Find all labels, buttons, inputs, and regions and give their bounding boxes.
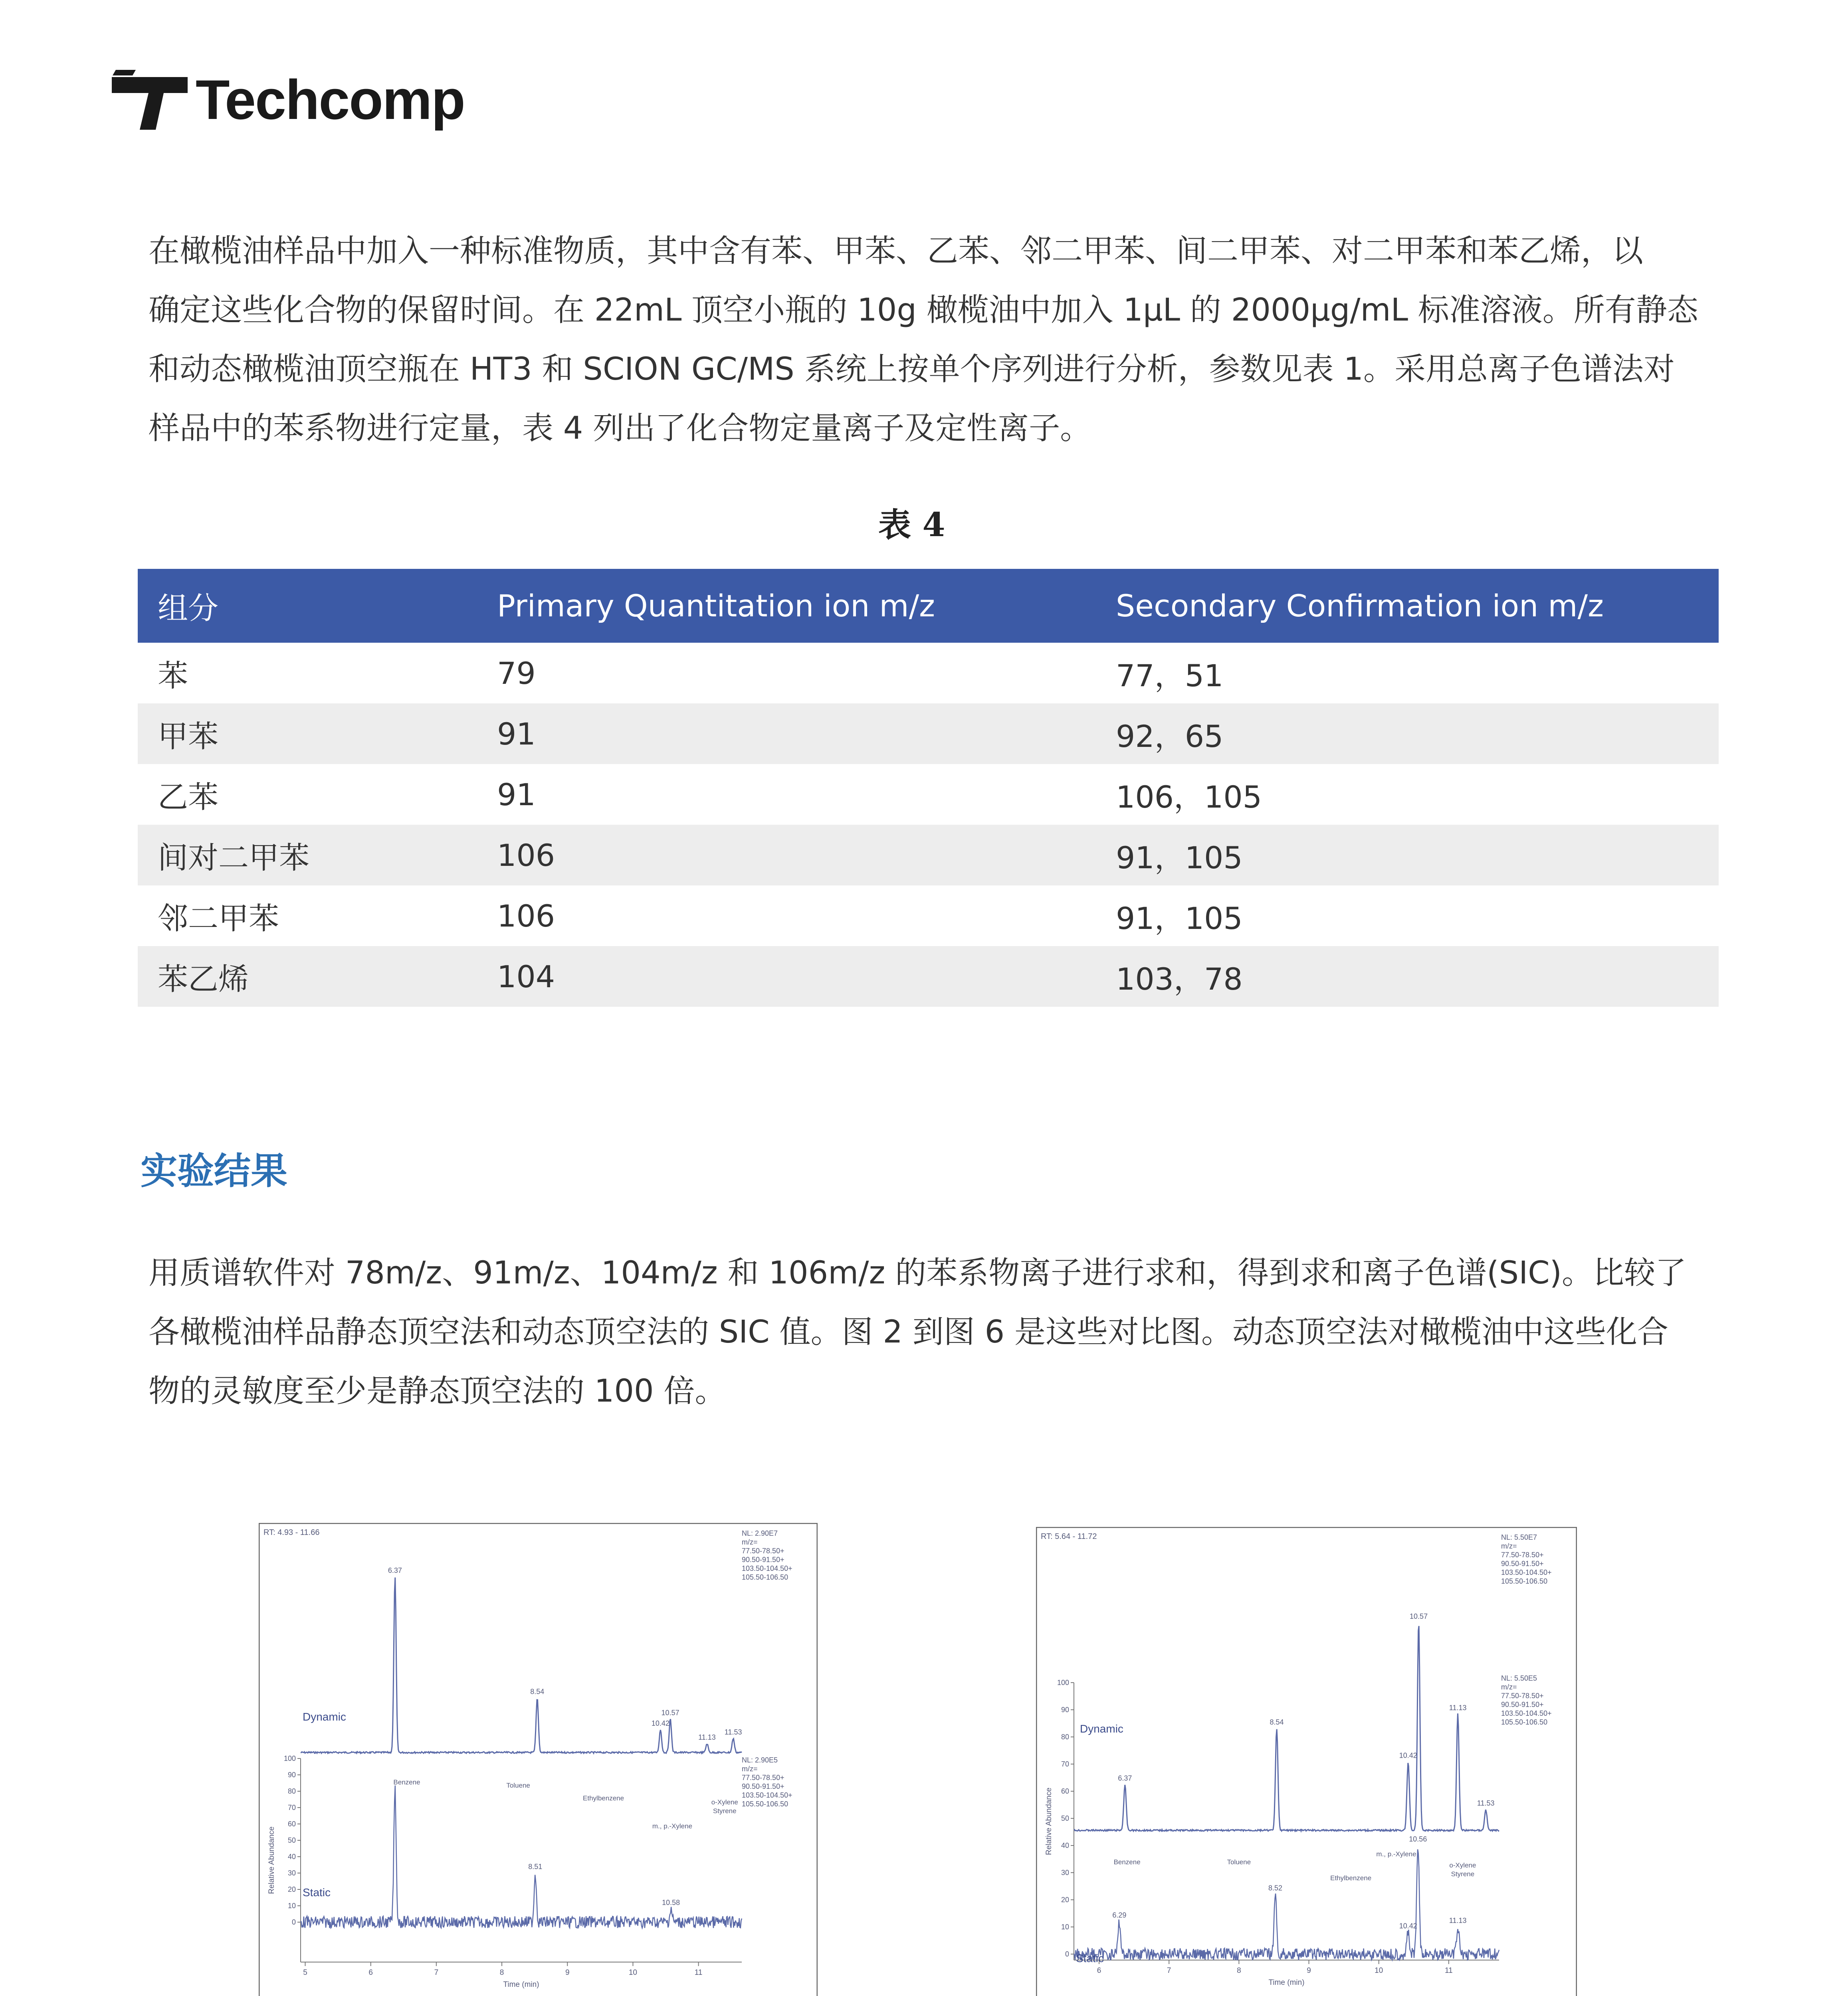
x-tick-label: 5 [303, 1968, 307, 1977]
nl-label-dynamic: 105.50-106.50 [1501, 1577, 1548, 1585]
x-tick-label: 8 [1237, 1966, 1241, 1975]
nl-label-static: 105.50-106.50 [742, 1800, 788, 1808]
y-tick-label: 80 [1061, 1733, 1069, 1741]
figure-3-chromatogram [1036, 1527, 1577, 1996]
y-tick-label: 90 [287, 1771, 296, 1779]
y-tick-label: 40 [1061, 1842, 1069, 1849]
x-axis-label: Time (min) [1268, 1978, 1305, 1987]
peak-label: 10.57 [661, 1709, 679, 1717]
table-cell: 104 [477, 946, 1096, 1007]
figure-2-svg [259, 1523, 818, 1996]
y-tick-label: 70 [287, 1804, 296, 1812]
y-tick-label: 30 [287, 1869, 296, 1877]
table-cell: 103，78 [1096, 946, 1719, 1007]
y-tick-label: 90 [1061, 1706, 1069, 1714]
y-tick-label: 60 [1061, 1787, 1069, 1795]
x-tick-label: 6 [1097, 1966, 1101, 1975]
table-cell: 77，51 [1116, 657, 1224, 693]
x-tick-label: 9 [1307, 1966, 1311, 1975]
chart-frame [1036, 1527, 1577, 1996]
y-tick-label: 80 [287, 1787, 296, 1795]
peak-label: 10.58 [662, 1899, 680, 1907]
table-cell: 间对二甲苯 [138, 825, 477, 885]
peak-label: 10.42 [1399, 1751, 1417, 1760]
figure-3-svg [1036, 1527, 1577, 1996]
nl-label-static: m/z= [742, 1765, 758, 1773]
peak-label: 10.56 [1409, 1835, 1427, 1843]
table-caption: 表 4 [878, 506, 945, 544]
table-cell: 甲苯 [138, 703, 477, 764]
peak-label: 10.57 [1410, 1612, 1428, 1620]
x-tick-label: 11 [694, 1968, 703, 1977]
peak-label: 11.53 [724, 1728, 742, 1736]
peak-label: 6.29 [1112, 1911, 1127, 1919]
compound-label: o-Xylene [711, 1798, 738, 1806]
intro-paragraph [149, 222, 1717, 458]
compound-label: Benzene [393, 1778, 420, 1786]
compound-label: o-Xylene [1449, 1861, 1476, 1869]
table-cell: 92，65 [1096, 703, 1719, 764]
table-cell: 91 [477, 703, 1096, 764]
peak-label: 8.54 [1270, 1718, 1284, 1727]
nl-label-static: 90.50-91.50+ [742, 1782, 784, 1790]
rt-range-label: RT: 4.93 - 11.66 [263, 1528, 320, 1537]
table-cell: 91，105 [1116, 900, 1243, 936]
table-cell: 91，105 [1096, 825, 1719, 885]
techcomp-logo-icon [112, 70, 188, 130]
peak-label: 10.42 [1399, 1922, 1417, 1930]
table-cell: 106 [497, 898, 555, 934]
nl-label-static: 90.50-91.50+ [1501, 1701, 1544, 1709]
results-line: 物的灵敏度至少是静态顶空法的 100 倍。 [149, 1373, 726, 1409]
nl-label-static: NL: 5.50E5 [1501, 1674, 1537, 1682]
peak-label: 8.54 [530, 1687, 545, 1696]
table-cell: 79 [497, 655, 536, 691]
y-tick-label: 60 [287, 1820, 296, 1828]
y-axis-label: Relative Abundance [267, 1826, 276, 1894]
header-primary-ion: Primary Quantitation ion m/z [477, 569, 1096, 643]
results-paragraph [149, 1244, 1717, 1421]
nl-label-dynamic: m/z= [1501, 1542, 1517, 1550]
nl-label-dynamic: m/z= [742, 1538, 758, 1546]
compound-label: Styrene [713, 1807, 737, 1815]
logo-text: Techcomp [196, 68, 465, 131]
table-cell: 苯 [158, 657, 188, 693]
nl-label-static: m/z= [1501, 1683, 1517, 1691]
table-row [138, 946, 1719, 1007]
compound-label: m., p.-Xylene [652, 1822, 693, 1830]
x-tick-label: 7 [434, 1968, 439, 1977]
series-label-dynamic: Dynamic [1080, 1723, 1123, 1735]
nl-label-dynamic: 103.50-104.50+ [1501, 1568, 1552, 1576]
peak-label: 6.37 [388, 1566, 402, 1574]
peak-label: 11.13 [1449, 1917, 1467, 1925]
ion-table [138, 569, 1719, 1007]
compound-label: Ethylbenzene [583, 1794, 624, 1802]
y-tick-label: 10 [287, 1902, 296, 1910]
compound-label: m., p.-Xylene [1376, 1850, 1416, 1858]
peak-label: 8.52 [1268, 1884, 1282, 1892]
compound-label: Toluene [506, 1782, 530, 1789]
x-tick-label: 11 [1445, 1966, 1453, 1975]
table-cell: 106，105 [1116, 779, 1262, 815]
peak-label: 11.13 [1449, 1703, 1467, 1712]
nl-label-dynamic: NL: 2.90E7 [742, 1529, 778, 1537]
table-row [138, 643, 1719, 703]
compound-label: Benzene [1113, 1858, 1141, 1866]
table-cell: 乙苯 [158, 779, 218, 815]
table-cell: 91 [497, 776, 536, 812]
y-tick-label: 20 [1061, 1896, 1069, 1904]
series-label-static: Static [1076, 1952, 1104, 1964]
y-tick-label: 0 [1065, 1950, 1069, 1958]
y-tick-label: 50 [287, 1836, 296, 1844]
y-tick-label: 20 [287, 1885, 296, 1893]
table-cell: 106 [477, 825, 1096, 885]
table-row [138, 703, 1719, 764]
series-label-static: Static [303, 1886, 331, 1899]
table-header-row [138, 569, 1719, 643]
header-secondary-ion: Secondary Confirmation ion m/z [1096, 569, 1719, 643]
intro-line: 和动态橄榄油顶空瓶在 HT3 和 SCION GC/MS 系统上按单个序列进行分析，参数见表 1。采用总离子色谱法对 [149, 351, 1675, 387]
x-axis-label: Time (min) [503, 1980, 539, 1989]
intro-line: 样品中的苯系物进行定量，表 4 列出了化合物定量离子及定性离子。 [149, 410, 1091, 446]
peak-label: 11.53 [1477, 1799, 1495, 1807]
techcomp-logo [112, 68, 465, 132]
y-tick-label: 10 [1061, 1923, 1069, 1931]
y-tick-label: 50 [1061, 1814, 1069, 1822]
nl-label-static: 103.50-104.50+ [742, 1791, 792, 1799]
nl-label-dynamic: 105.50-106.50 [742, 1573, 788, 1581]
nl-label-dynamic: 90.50-91.50+ [742, 1556, 784, 1564]
figure-2-chromatogram [259, 1523, 818, 1996]
nl-label-static: NL: 2.90E5 [742, 1756, 778, 1764]
section-title-results: 实验结果 [141, 1150, 288, 1192]
y-tick-label: 40 [287, 1853, 296, 1861]
table-row [138, 885, 1719, 946]
y-tick-label: 70 [1061, 1760, 1069, 1768]
x-tick-label: 10 [1375, 1966, 1383, 1975]
peak-label: 10.42 [651, 1719, 669, 1727]
series-label-dynamic: Dynamic [303, 1711, 346, 1723]
table-row [138, 764, 1719, 825]
nl-label-static: 103.50-104.50+ [1501, 1709, 1552, 1717]
nl-label-dynamic: 77.50-78.50+ [1501, 1551, 1544, 1559]
peak-label: 11.13 [698, 1733, 716, 1741]
peak-label: 8.51 [528, 1863, 543, 1871]
table-cell: 邻二甲苯 [158, 900, 279, 936]
y-tick-label: 30 [1061, 1869, 1069, 1877]
x-tick-label: 9 [565, 1968, 570, 1977]
nl-label-static: 77.50-78.50+ [742, 1774, 784, 1782]
y-tick-label: 0 [291, 1918, 296, 1926]
peak-label: 6.37 [1118, 1774, 1132, 1782]
nl-label-static: 77.50-78.50+ [1501, 1692, 1544, 1700]
y-tick-label: 100 [1057, 1679, 1069, 1687]
x-tick-label: 10 [628, 1968, 638, 1977]
nl-label-dynamic: NL: 5.50E7 [1501, 1533, 1537, 1541]
y-tick-label: 100 [283, 1754, 296, 1762]
header-component: 组分 [138, 569, 477, 643]
table-row [138, 825, 1719, 885]
y-axis-label: Relative Abundance [1045, 1787, 1053, 1855]
compound-label: Ethylbenzene [1330, 1874, 1372, 1882]
compound-label: Styrene [1451, 1870, 1475, 1878]
intro-line: 确定这些化合物的保留时间。在 22mL 顶空小瓶的 10g 橄榄油中加入 1μL 的 2000μg/mL 标准溶液。所有静态 [149, 292, 1698, 328]
nl-label-dynamic: 77.50-78.50+ [742, 1547, 784, 1555]
nl-label-static: 105.50-106.50 [1501, 1718, 1548, 1726]
table-cell: 苯乙烯 [138, 946, 477, 1007]
intro-line: 在橄榄油样品中加入一种标准物质，其中含有苯、甲苯、乙苯、邻二甲苯、间二甲苯、对二甲苯和苯乙烯，以 [149, 233, 1644, 269]
compound-label: Toluene [1227, 1858, 1251, 1866]
rt-range-label: RT: 5.64 - 11.72 [1041, 1532, 1097, 1541]
x-tick-label: 6 [368, 1968, 373, 1977]
results-line: 各橄榄油样品静态顶空法和动态顶空法的 SIC 值。图 2 到图 6 是这些对比图。动态顶空法对橄榄油中这些化合 [149, 1314, 1668, 1350]
nl-label-dynamic: 103.50-104.50+ [742, 1564, 792, 1572]
results-line: 用质谱软件对 78m/z、91m/z、104m/z 和 106m/z 的苯系物离子进行求和，得到求和离子色谱(SIC)。比较了 [149, 1255, 1687, 1291]
x-tick-label: 7 [1167, 1966, 1171, 1975]
x-tick-label: 8 [499, 1968, 504, 1977]
nl-label-dynamic: 90.50-91.50+ [1501, 1560, 1544, 1568]
